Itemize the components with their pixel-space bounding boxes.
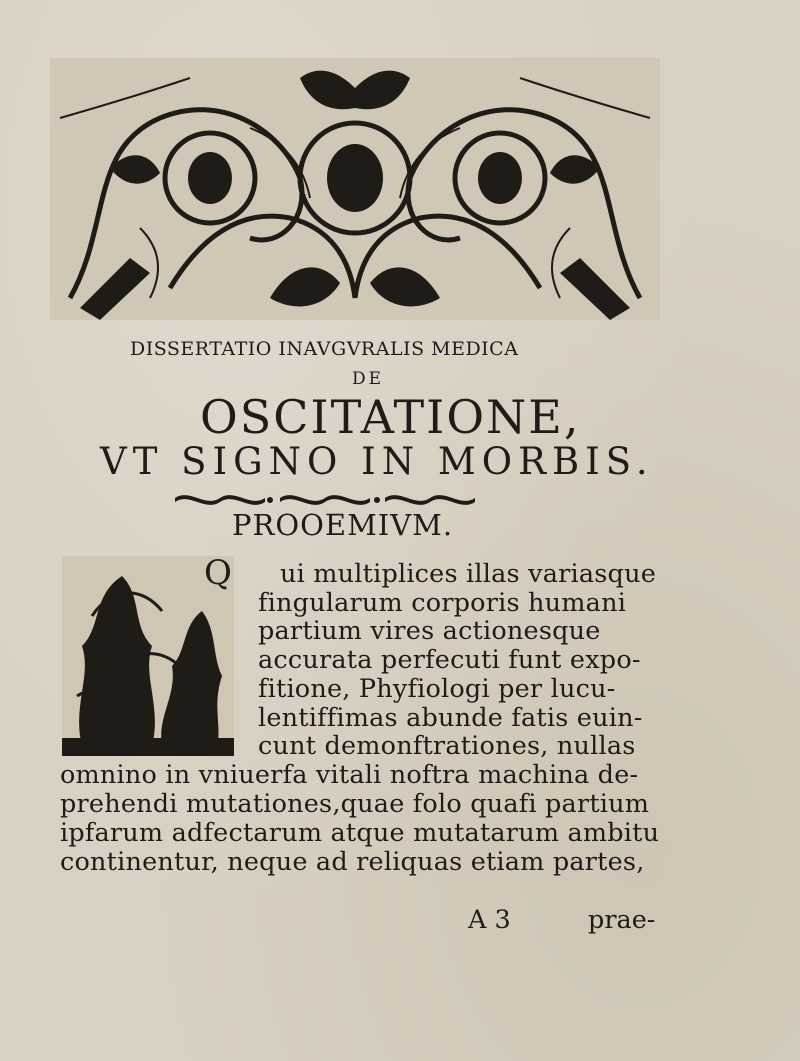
title-main: OSCITATIONE, [200, 390, 581, 444]
signature-mark: A 3 [468, 905, 511, 935]
heading-de: DE [352, 369, 385, 389]
body-line-5: fitione, Phyfiologi per lucu- [258, 674, 616, 704]
decorated-initial-woodcut [62, 556, 234, 756]
body-line-7: cunt demonftrationes, nullas [258, 731, 636, 761]
catchword: prae- [588, 905, 656, 935]
typographic-ornament-row [170, 488, 490, 508]
body-line-11: continentur, neque ad reliquas etiam partes, [60, 847, 645, 877]
section-heading: PROOEMIVM. [232, 508, 454, 542]
title-sub: VT SIGNO IN MORBIS. [100, 440, 654, 483]
body-line-1: ui multiplices illas variasque [280, 559, 656, 589]
body-line-4: accurata perfecuti funt expo- [258, 645, 641, 675]
body-line-2: fingularum corporis humani [258, 588, 627, 618]
body-line-3: partium vires actionesque [258, 616, 601, 646]
body-line-6: lentiffimas abunde fatis euin- [258, 703, 643, 733]
initial-letter: Q [204, 556, 232, 593]
body-line-8: omnino in vniuerfa vitali noftra machina de- [60, 760, 639, 790]
dissertation-heading: DISSERTATIO INAVGVRALIS MEDICA [130, 338, 519, 360]
woodcut-headpiece-ornament [50, 58, 660, 320]
body-line-9: prehendi mutationes,quae folo quafi partium [60, 789, 650, 819]
body-line-10: ipfarum adfectarum atque mutatarum ambitu [60, 818, 660, 848]
